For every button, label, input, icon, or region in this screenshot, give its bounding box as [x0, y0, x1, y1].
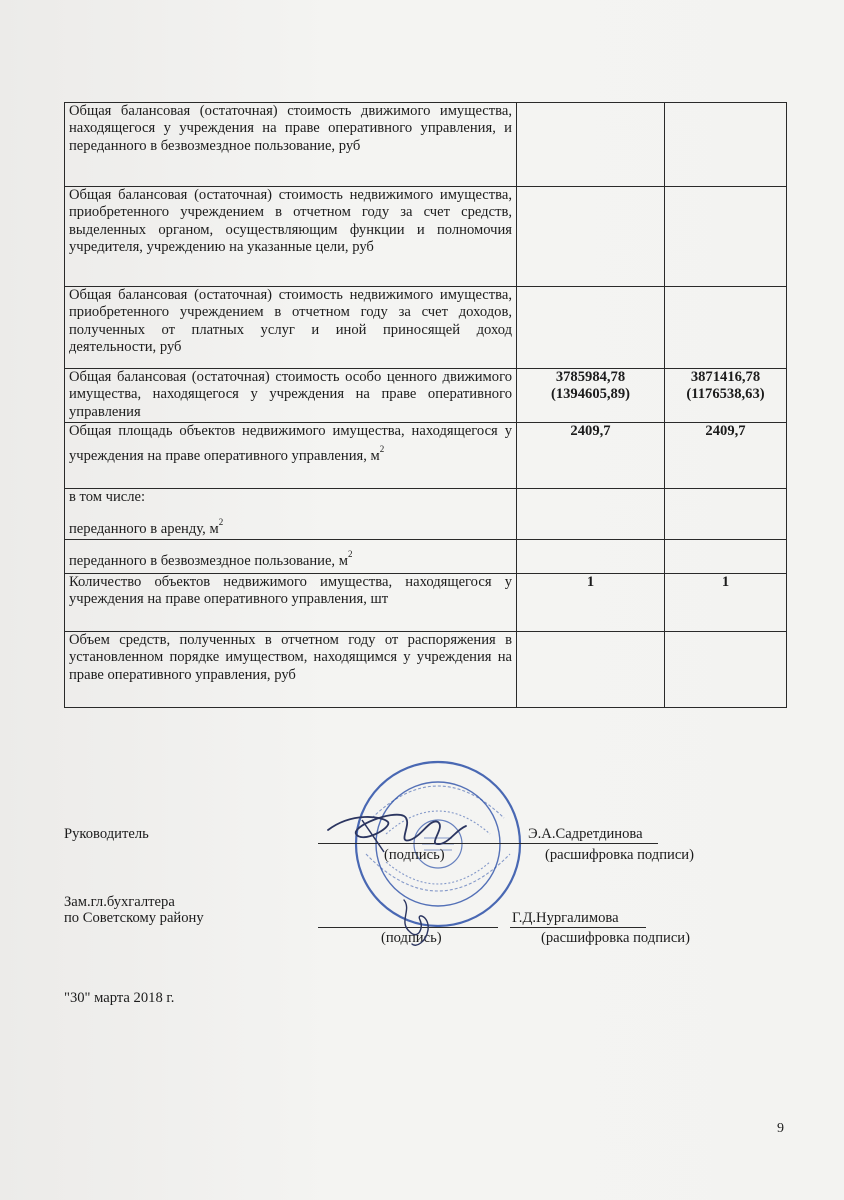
table-row	[65, 187, 787, 287]
value-cell	[665, 369, 787, 423]
table-row	[65, 103, 787, 187]
accountant-signature-scribble	[390, 892, 450, 952]
property-report-table	[64, 102, 787, 708]
unit: м	[338, 553, 348, 570]
row-label: Общая балансовая (остаточная) стоимость особо ценного движимого имущества, находящегося у учреждения на праве оперативного управления	[65, 369, 517, 423]
table-row	[65, 423, 787, 489]
value-primary: 3871416,78	[690, 369, 761, 385]
value-cell	[517, 369, 665, 423]
row-label: Объем средств, полученных в отчетном году от распоряжения в установленном порядке имуществом, находящимся у учреждения на праве оперативного управления, руб	[65, 632, 517, 708]
value-cell	[665, 103, 787, 187]
value-cell	[665, 632, 787, 708]
unit-sup: 2	[379, 443, 385, 454]
value-cell: 2409,7	[517, 423, 665, 489]
table-row	[65, 489, 787, 540]
head-signature-hint: (подпись)	[384, 847, 445, 863]
head-name: Э.А.Садретдинова	[528, 826, 643, 842]
value-cell	[517, 103, 665, 187]
unit-sup: 2	[218, 516, 224, 527]
value-cell	[517, 187, 665, 287]
unit-sup: 2	[347, 549, 353, 560]
value-cell	[665, 287, 787, 369]
page-number: 9	[777, 1121, 784, 1136]
unit: м	[370, 447, 380, 464]
row-label: Общая балансовая (остаточная) стоимость недвижимого имущества, приобретенного учреждением в отчетном году за счет средств, выделенных органом, осуществляющим функции и полномочия учредителя, учреждению на указанные цели, руб	[65, 187, 517, 287]
table-row	[65, 369, 787, 423]
value-cell: 1	[665, 574, 787, 632]
head-title: Руководитель	[64, 826, 149, 842]
value-cell	[517, 287, 665, 369]
accountant-title-2: по Советскому району	[64, 910, 204, 926]
row-label: Общая балансовая (остаточная) стоимость недвижимого имущества, приобретенного учреждением в отчетном году за счет доходов, полученных от платных услуг и иной приносящей доход деятельности, руб	[65, 287, 517, 369]
value-primary: 3785984,78	[555, 369, 626, 385]
table-row	[65, 574, 787, 632]
value-cell	[517, 632, 665, 708]
unit: м	[209, 520, 219, 537]
value-cell	[517, 489, 665, 540]
table-row	[65, 540, 787, 574]
row-label: Общая площадь объектов недвижимого имущества, находящегося у учреждения на праве оперативного управления, $м^2$	[65, 423, 517, 489]
accountant-name: Г.Д.Нургалимова	[512, 910, 619, 926]
table-row	[65, 632, 787, 708]
row-label: Общая балансовая (остаточная) стоимость движимого имущества, находящегося у учреждения на праве оперативного управления, и переданного в безвозмездное пользование, руб	[65, 103, 517, 187]
value-cell	[665, 540, 787, 574]
head-name-hint: (расшифровка подписи)	[545, 847, 694, 863]
value-cell	[665, 187, 787, 287]
accountant-name-hint: (расшифровка подписи)	[541, 930, 690, 946]
value-secondary: (1176538,63)	[686, 386, 765, 403]
value-cell: 1	[517, 574, 665, 632]
head-signature-scribble	[322, 800, 472, 860]
table-row	[65, 287, 787, 369]
value-cell	[517, 540, 665, 574]
row-label: в том числе: переданного в аренду, $м^2$	[65, 489, 517, 540]
value-cell: 2409,7	[665, 423, 787, 489]
head-name-line	[528, 843, 658, 844]
document-date: "30" марта 2018 г.	[64, 990, 175, 1006]
value-cell	[665, 489, 787, 540]
accountant-name-line	[510, 927, 646, 928]
row-label: переданного в безвозмездное пользование, $м^2$	[65, 540, 517, 574]
row-label: Количество объектов недвижимого имущества, находящегося у учреждения на праве оперативного управления, шт	[65, 574, 517, 632]
value-secondary: (1394605,89)	[550, 386, 631, 403]
accountant-signature-hint: (подпись)	[381, 930, 442, 946]
accountant-title-1: Зам.гл.бухгалтера	[64, 894, 175, 910]
